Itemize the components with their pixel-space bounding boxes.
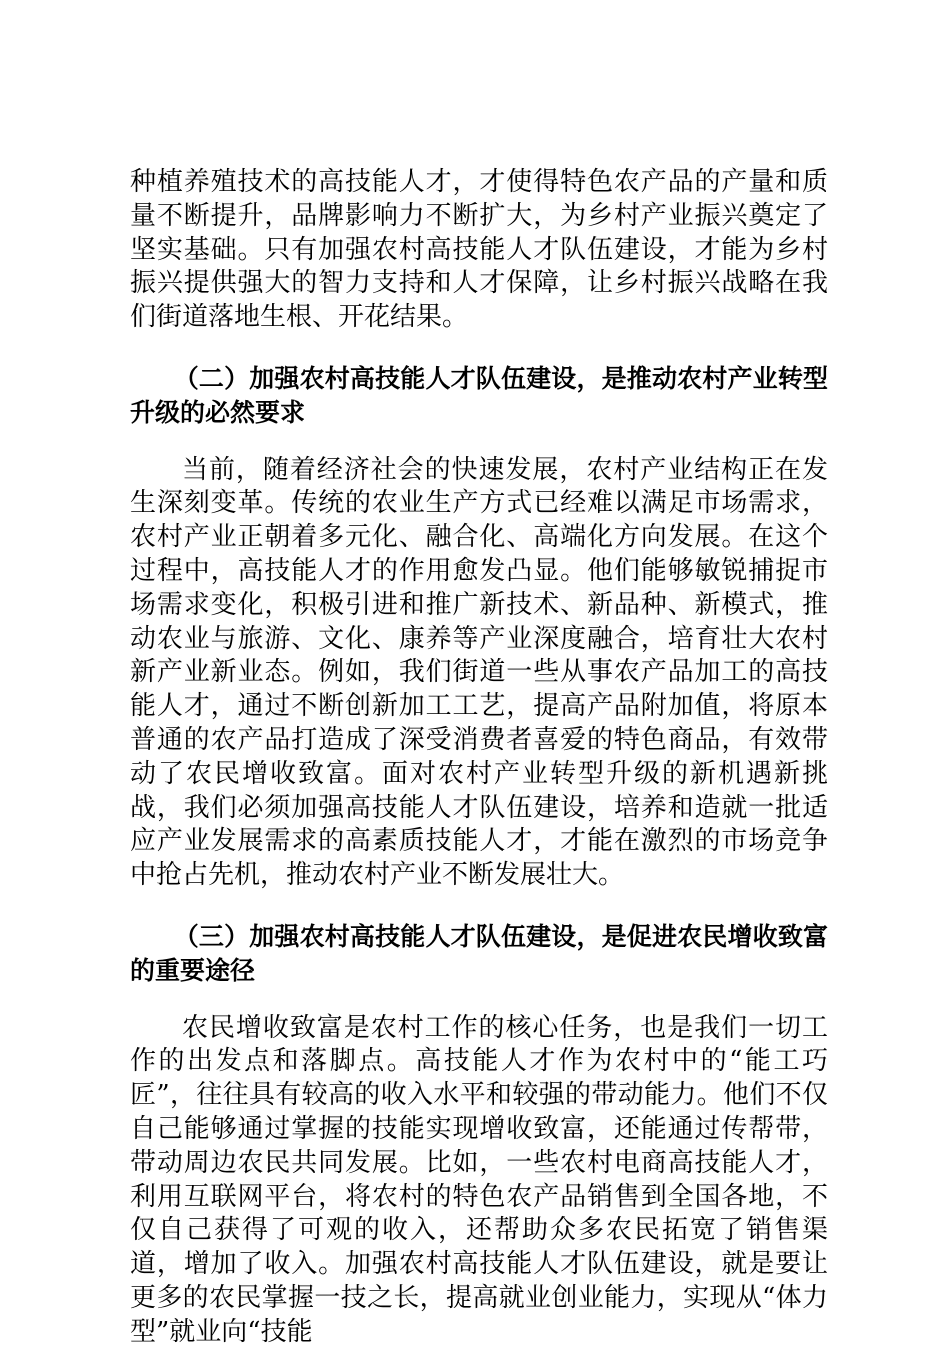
section-heading-3: （三）加强农村高技能人才队伍建设，是促进农民增收致富的重要途径 — [130, 921, 828, 985]
body-paragraph-3: 农民增收致富是农村工作的核心任务，也是我们一切工作的出发点和落脚点。高技能人才作为农村中的“能工巧匠”，往往具有较高的收入水平和较强的带动能力。他们不仅自己能够通过掌握的技能实现增收致富，还能通过传帮带，带动周边农民共同发展。比如，一些农村电商高技能人才，利用互联网平台，将农村的特色农产品销售到全国各地，不仅自己获得了可观的收入，还帮助众多农民拓宽了销售渠道，增加了收入。加强农村高技能人才队伍建设，就是要让更多的农民掌握一技之长，提高就业创业能力，实现从“体力型”就业向“技能 — [130, 1012, 828, 1347]
section-heading-2: （二）加强农村高技能人才队伍建设，是推动农村产业转型升级的必然要求 — [130, 363, 828, 427]
body-paragraph-1: 种植养殖技术的高技能人才，才使得特色农产品的产量和质量不断提升，品牌影响力不断扩大，为乡村产业振兴奠定了坚实基础。只有加强农村高技能人才队伍建设，才能为乡村振兴提供强大的智力支持和人才保障，让乡村振兴战略在我们街道落地生根、开花结果。 — [130, 167, 828, 333]
body-paragraph-2: 当前，随着经济社会的快速发展，农村产业结构正在发生深刻变革。传统的农业生产方式已经难以满足市场需求，农村产业正朝着多元化、融合化、高端化方向发展。在这个过程中，高技能人才的作用愈发凸显。他们能够敏锐捕捉市场需求变化，积极引进和推广新技术、新品种、新模式，推动农业与旅游、文化、康养等产业深度融合，培育壮大农村新产业新业态。例如，我们街道一些从事农产品加工的高技能人才，通过不断创新加工工艺，提高产品附加值，将原本普通的农产品打造成了深受消费者喜爱的特色商品，有效带动了农民增收致富。面对农村产业转型升级的新机遇新挑战，我们必须加强高技能人才队伍建设，培养和造就一批适应产业发展需求的高素质技能人才，才能在激烈的市场竞争中抢占先机，推动农村产业不断发展壮大。 — [130, 454, 828, 891]
document-body — [130, 166, 828, 1350]
